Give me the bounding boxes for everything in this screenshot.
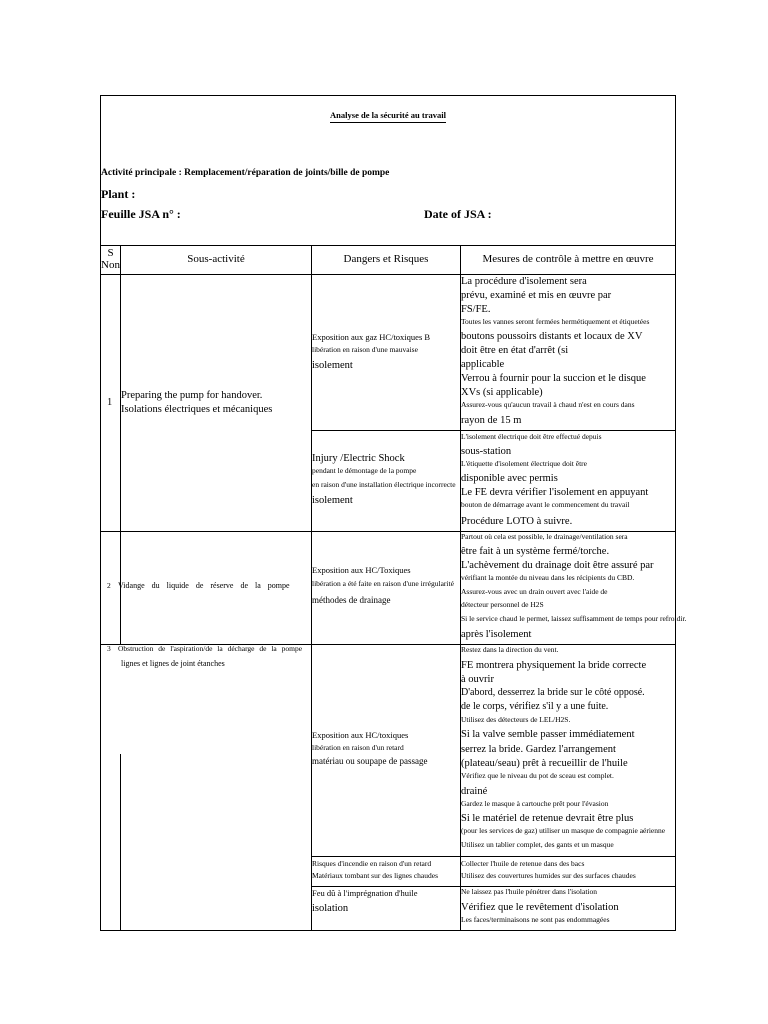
header-bottom-rule	[101, 274, 675, 275]
hazard-line: Feu dû à l'imprégnation d'huile	[312, 888, 418, 898]
sub-activity-line: lignes et lignes de joint étanches	[121, 659, 225, 668]
hazard-line: Exposition aux HC/Toxiques	[312, 565, 411, 575]
control-line: Les faces/terminaisons ne sont pas endommagées	[461, 915, 610, 924]
hazard-line: Risques d'incendie en raison d'un retard	[312, 859, 432, 868]
control-line: Gardez le masque à cartouche prêt pour l'évasion	[461, 799, 609, 808]
hazard-line: isolement	[312, 360, 353, 371]
control-line: (plateau/seau) prêt à recueillir de l'huile	[461, 758, 628, 769]
control-line: sous-station	[461, 446, 512, 457]
control-line: après l'isolement	[461, 629, 532, 640]
control-line: Verrou à fournir pour la succion et le disque	[461, 373, 646, 384]
control-line: détecteur personnel de H2S	[461, 600, 544, 609]
control-line: Le FE devra vérifier l'isolement en appuyant	[461, 487, 649, 498]
header-sub-activity: Sous-activité	[187, 253, 245, 265]
control-line: Utilisez des couvertures humides sur des surfaces chaudes	[461, 871, 636, 880]
row-number: 1	[107, 397, 113, 408]
table-top-rule	[101, 245, 675, 246]
control-line: Vérifiez que le niveau du pot de sceau est complet.	[461, 771, 614, 780]
hazard-line: matériau ou soupape de passage	[312, 756, 428, 766]
hazard-line: libération en raison d'une mauvaise	[312, 345, 418, 354]
plant-label: Plant :	[101, 187, 136, 201]
hazard-line: Injury /Electric Shock	[312, 453, 405, 464]
control-line: Utilisez des détecteurs de LEL/H2S.	[461, 715, 571, 724]
row-number: 2	[107, 581, 111, 590]
control-line: bouton de démarrage avant le commencement du travail	[461, 500, 630, 509]
control-line: disponible avec permis	[461, 473, 558, 484]
sub-activity-line: Obstruction de l'aspiration/de la décharge de la pompe	[118, 644, 303, 653]
hazard-line: libération en raison d'un retard	[312, 743, 404, 752]
control-line: doit être en état d'arrêt (si	[461, 345, 569, 356]
control-line: vérifiant la montée du niveau dans les récipients du CBD.	[461, 573, 635, 582]
hazard-line: isolement	[312, 495, 353, 506]
control-line: L'isolement électrique doit être effectué depuis	[461, 432, 602, 441]
jsa-document	[100, 95, 687, 931]
hazard-line: isolation	[312, 903, 349, 914]
control-line: être fait à un système fermé/torche.	[461, 546, 610, 557]
control-line: boutons poussoirs distants et locaux de XV	[461, 331, 643, 342]
control-line: Collecter l'huile de retenue dans des bacs	[461, 859, 585, 868]
header-hazards: Dangers et Risques	[343, 253, 429, 265]
control-line: Toutes les vannes seront fermées hermétiquement et étiquetées	[461, 317, 650, 326]
jsa-sheet-label: Feuille JSA n° :	[101, 207, 181, 221]
control-line: FS/FE.	[461, 304, 491, 315]
control-line: applicable	[461, 359, 505, 370]
control-line: Ne laissez pas l'huile pénétrer dans l'isolation	[461, 887, 597, 896]
control-line: Vérifiez que le revêtement d'isolation	[461, 902, 619, 913]
main-activity: Activité principale : Remplacement/réparation de joints/bille de pompe	[101, 168, 390, 178]
sub-activity-line: Preparing the pump for handover.	[121, 390, 263, 401]
control-line: prévu, examiné et mis en œuvre par	[461, 290, 612, 301]
control-line: Procédure LOTO à suivre.	[461, 516, 573, 527]
control-line: D'abord, desserrez la bride sur le côté opposé.	[461, 687, 645, 698]
hazard-line: Exposition aux gaz HC/toxiques B	[312, 332, 431, 342]
hazard-line: pendant le démontage de la pompe	[312, 466, 417, 475]
control-line: L'étiquette d'isolement électrique doit être	[461, 459, 587, 468]
control-line: Assurez-vous qu'aucun travail à chaud n'est en cours dans	[461, 400, 635, 409]
hazard-line: méthodes de drainage	[312, 595, 391, 605]
control-line: drainé	[461, 786, 488, 797]
control-line: Utilisez un tablier complet, des gants et un masque	[461, 840, 614, 849]
control-line: Assurez-vous avec un drain ouvert avec l'aide de	[461, 587, 608, 596]
control-line: Si la valve semble passer immédiatement	[461, 729, 635, 740]
header-controls: Mesures de contrôle à mettre en œuvre	[482, 253, 654, 265]
control-line: L'achèvement du drainage doit être assuré par	[461, 560, 654, 571]
control-line: (pour les services de gaz) utiliser un masque de compagnie aérienne	[461, 826, 666, 835]
control-line: serrez la bride. Gardez l'arrangement	[461, 744, 616, 755]
control-line: La procédure d'isolement sera	[461, 276, 587, 287]
hazard-line: libération a été faite en raison d'une irrégularité	[312, 579, 454, 588]
jsa-date-label: Date of JSA :	[424, 207, 492, 221]
control-line: Restez dans la direction du vent.	[461, 645, 559, 654]
hazard-line: en raison d'une installation électrique incorrecte	[312, 480, 456, 489]
col-rule-1b	[120, 754, 121, 930]
document-title: Analyse de la sécurité au travail	[101, 110, 675, 120]
header-sno: S Non	[101, 247, 120, 271]
control-line: XVs (si applicable)	[461, 387, 543, 398]
control-line: FE montrera physiquement la bride correcte	[461, 660, 647, 671]
control-line: Partout où cela est possible, le drainage/ventilation sera	[461, 532, 628, 541]
sub-activity-line: Isolations électriques et mécaniques	[121, 404, 273, 415]
row3-split-rule-a	[311, 856, 675, 857]
control-line: de le corps, vérifiez s'il y a une fuite.	[461, 701, 609, 712]
hazard-line: Exposition aux HC/toxiques	[312, 730, 409, 740]
row-number: 3	[107, 644, 111, 653]
control-line: Si le matériel de retenue devrait être plus	[461, 813, 634, 824]
hazard-line: Matériaux tombant sur des lignes chaudes	[312, 871, 439, 880]
control-line: rayon de 15 m	[461, 415, 522, 426]
control-line: Si le service chaud le permet, laissez suffisamment de temps pour refroidir.	[461, 614, 687, 623]
sub-activity-line: Vidange du liquide de réserve de la pompe	[118, 581, 290, 590]
control-line: à ouvrir	[461, 674, 494, 685]
row1-split-rule	[311, 430, 675, 431]
